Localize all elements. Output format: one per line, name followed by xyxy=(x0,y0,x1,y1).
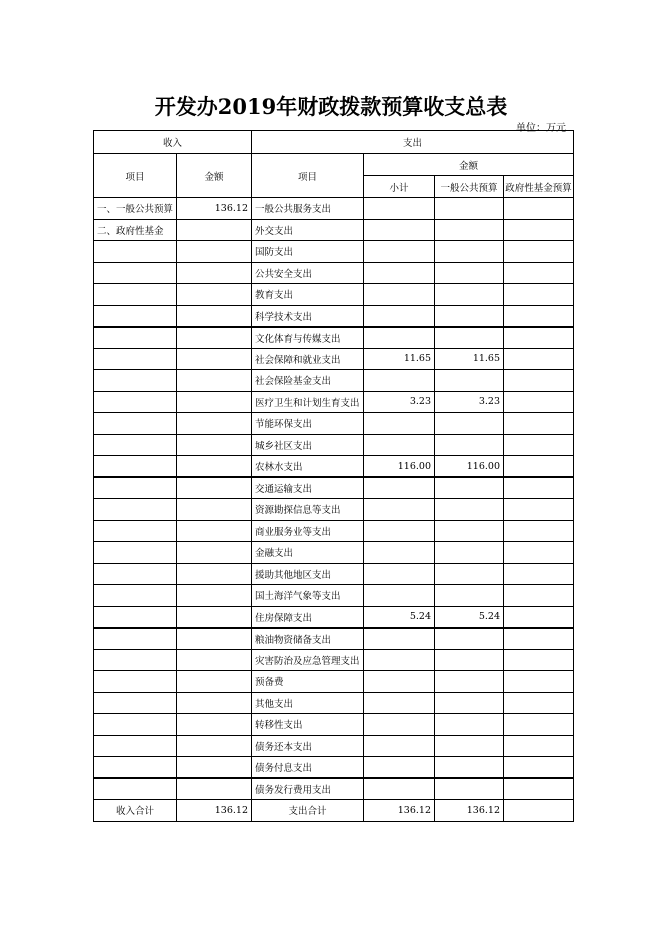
income-amount-cell xyxy=(177,542,252,564)
fund-budget-cell xyxy=(504,778,574,800)
fund-budget-cell xyxy=(504,413,574,435)
fund-budget-cell xyxy=(504,198,574,220)
income-item-cell xyxy=(94,456,177,478)
income-total-label: 收入合计 xyxy=(94,800,177,822)
income-amount-cell xyxy=(177,477,252,499)
income-amount-cell xyxy=(177,262,252,284)
table-row xyxy=(94,262,574,284)
fund-budget-cell xyxy=(504,241,574,263)
general-budget-cell xyxy=(435,477,504,499)
fund-budget-cell xyxy=(504,542,574,564)
expense-total-general: 136.12 xyxy=(435,800,504,822)
expense-item-cell: 科学技术支出 xyxy=(252,305,364,327)
table-row xyxy=(94,714,574,736)
income-item-cell xyxy=(94,563,177,585)
subtotal-cell xyxy=(364,757,435,779)
general-budget-cell: 11.65 xyxy=(435,348,504,370)
page-title: 开发办2019年财政拨款预算收支总表 xyxy=(154,94,508,119)
income-amount-cell xyxy=(177,628,252,650)
income-item-cell xyxy=(94,714,177,736)
income-item-cell xyxy=(94,348,177,370)
header-row-1 xyxy=(94,131,574,154)
table-row xyxy=(94,198,574,220)
income-amount-cell xyxy=(177,241,252,263)
table-row xyxy=(94,305,574,327)
income-item-cell xyxy=(94,305,177,327)
subtotal-cell xyxy=(364,542,435,564)
table-row xyxy=(94,563,574,585)
general-budget-cell: 116.00 xyxy=(435,456,504,478)
table-row xyxy=(94,520,574,542)
subtotal-cell xyxy=(364,327,435,349)
expense-item-cell: 城乡社区支出 xyxy=(252,434,364,456)
income-amount-cell xyxy=(177,649,252,671)
expense-item-cell: 社会保障和就业支出 xyxy=(252,348,364,370)
general-budget-cell xyxy=(435,198,504,220)
income-item-cell xyxy=(94,370,177,392)
expense-item-cell: 商业服务业等支出 xyxy=(252,520,364,542)
expense-item-cell: 公共安全支出 xyxy=(252,262,364,284)
expense-item-cell: 转移性支出 xyxy=(252,714,364,736)
fund-budget-cell xyxy=(504,434,574,456)
fund-budget-cell xyxy=(504,671,574,693)
general-budget-cell: 5.24 xyxy=(435,606,504,628)
subtotal-cell: 5.24 xyxy=(364,606,435,628)
subtotal-cell xyxy=(364,778,435,800)
expense-item-cell: 其他支出 xyxy=(252,692,364,714)
general-budget-cell xyxy=(435,434,504,456)
subtotal-cell xyxy=(364,735,435,757)
table-row xyxy=(94,735,574,757)
fund-budget-cell xyxy=(504,391,574,413)
income-amount-cell xyxy=(177,692,252,714)
expense-item-cell: 住房保障支出 xyxy=(252,606,364,628)
expense-item-cell: 交通运输支出 xyxy=(252,477,364,499)
expense-item-cell: 金融支出 xyxy=(252,542,364,564)
general-budget-cell xyxy=(435,671,504,693)
fund-budget-cell xyxy=(504,757,574,779)
expense-item-cell: 资源勘探信息等支出 xyxy=(252,499,364,521)
expense-total-fund xyxy=(504,800,574,822)
income-amount-cell xyxy=(177,370,252,392)
income-total-amount: 136.12 xyxy=(177,800,252,822)
general-budget-cell xyxy=(435,241,504,263)
table-row xyxy=(94,370,574,392)
table-row xyxy=(94,219,574,241)
general-budget-cell xyxy=(435,305,504,327)
fund-budget-cell xyxy=(504,327,574,349)
table-row xyxy=(94,649,574,671)
income-amount-cell xyxy=(177,219,252,241)
subtotal-cell xyxy=(364,671,435,693)
expense-item-cell: 灾害防治及应急管理支出 xyxy=(252,649,364,671)
expense-total-label: 支出合计 xyxy=(252,800,364,822)
fund-budget-cell xyxy=(504,262,574,284)
table-row xyxy=(94,671,574,693)
income-item-cell xyxy=(94,585,177,607)
general-budget-cell: 3.23 xyxy=(435,391,504,413)
expense-item-cell: 节能环保支出 xyxy=(252,413,364,435)
subtotal-cell xyxy=(364,198,435,220)
income-amount-cell xyxy=(177,348,252,370)
income-amount-cell xyxy=(177,671,252,693)
expense-item-cell: 债务发行费用支出 xyxy=(252,778,364,800)
income-item-cell xyxy=(94,735,177,757)
table-row xyxy=(94,434,574,456)
expense-amount-header: 金额 xyxy=(364,154,574,176)
expense-item-cell: 文化体育与传媒支出 xyxy=(252,327,364,349)
income-item-cell xyxy=(94,241,177,263)
general-budget-cell xyxy=(435,413,504,435)
subtotal-cell: 3.23 xyxy=(364,391,435,413)
income-amount-cell xyxy=(177,284,252,306)
table-row xyxy=(94,628,574,650)
expense-item-cell: 外交支出 xyxy=(252,219,364,241)
table-row xyxy=(94,542,574,564)
table-row xyxy=(94,606,574,628)
expense-item-cell: 医疗卫生和计划生育支出 xyxy=(252,391,364,413)
general-budget-cell xyxy=(435,327,504,349)
expense-item-cell: 粮油物资储备支出 xyxy=(252,628,364,650)
fund-budget-cell xyxy=(504,520,574,542)
income-item-cell xyxy=(94,284,177,306)
subtotal-cell xyxy=(364,262,435,284)
general-budget-cell xyxy=(435,370,504,392)
subtotal-cell xyxy=(364,649,435,671)
unit-label: 单位：万元 xyxy=(516,123,566,134)
fund-budget-header: 政府性基金预算 xyxy=(504,176,574,198)
income-item-cell xyxy=(94,757,177,779)
table-row xyxy=(94,757,574,779)
income-item-cell xyxy=(94,413,177,435)
expense-item-header: 项目 xyxy=(252,154,364,198)
income-item-cell xyxy=(94,499,177,521)
income-amount-header: 金额 xyxy=(177,154,252,198)
general-budget-cell xyxy=(435,284,504,306)
table-row xyxy=(94,413,574,435)
general-budget-cell xyxy=(435,219,504,241)
fund-budget-cell xyxy=(504,456,574,478)
fund-budget-cell xyxy=(504,477,574,499)
income-item-cell xyxy=(94,262,177,284)
general-budget-cell xyxy=(435,692,504,714)
expense-item-cell: 援助其他地区支出 xyxy=(252,563,364,585)
income-item-cell xyxy=(94,628,177,650)
income-amount-cell xyxy=(177,714,252,736)
table-row xyxy=(94,585,574,607)
subtotal-cell xyxy=(364,477,435,499)
general-budget-cell xyxy=(435,714,504,736)
header-row-2 xyxy=(94,154,574,176)
table-row xyxy=(94,477,574,499)
subtotal-cell xyxy=(364,413,435,435)
income-item-cell xyxy=(94,327,177,349)
expense-item-cell: 国防支出 xyxy=(252,241,364,263)
income-amount-cell xyxy=(177,456,252,478)
subtotal-cell xyxy=(364,628,435,650)
income-amount-cell xyxy=(177,434,252,456)
subtotal-cell xyxy=(364,499,435,521)
fund-budget-cell xyxy=(504,284,574,306)
subtotal-cell xyxy=(364,714,435,736)
income-item-cell: 一、一般公共预算 xyxy=(94,198,177,220)
income-amount-cell xyxy=(177,520,252,542)
income-item-cell xyxy=(94,778,177,800)
income-amount-cell xyxy=(177,391,252,413)
fund-budget-cell xyxy=(504,370,574,392)
subtotal-cell xyxy=(364,585,435,607)
subtotal-header: 小计 xyxy=(364,176,435,198)
fund-budget-cell xyxy=(504,649,574,671)
income-item-cell xyxy=(94,671,177,693)
fund-budget-cell xyxy=(504,628,574,650)
income-item-cell xyxy=(94,542,177,564)
subtotal-cell xyxy=(364,692,435,714)
income-header: 收入 xyxy=(94,131,252,154)
expense-item-cell: 一般公共服务支出 xyxy=(252,198,364,220)
fund-budget-cell xyxy=(504,305,574,327)
income-item-cell: 二、政府性基金 xyxy=(94,219,177,241)
income-amount-cell xyxy=(177,585,252,607)
table-row xyxy=(94,456,574,478)
subtotal-cell xyxy=(364,370,435,392)
general-budget-cell xyxy=(435,585,504,607)
expense-item-cell: 债务还本支出 xyxy=(252,735,364,757)
fund-budget-cell xyxy=(504,499,574,521)
expense-item-cell: 教育支出 xyxy=(252,284,364,306)
general-budget-cell xyxy=(435,499,504,521)
fund-budget-cell xyxy=(504,348,574,370)
table-row xyxy=(94,284,574,306)
income-item-cell xyxy=(94,434,177,456)
income-amount-cell xyxy=(177,327,252,349)
fund-budget-cell xyxy=(504,714,574,736)
income-amount-cell xyxy=(177,563,252,585)
income-amount-cell xyxy=(177,499,252,521)
general-budget-cell xyxy=(435,778,504,800)
table-row xyxy=(94,327,574,349)
income-amount-cell xyxy=(177,305,252,327)
fund-budget-cell xyxy=(504,606,574,628)
total-row xyxy=(94,800,574,822)
expense-total-subtotal: 136.12 xyxy=(364,800,435,822)
fund-budget-cell xyxy=(504,219,574,241)
general-budget-cell xyxy=(435,262,504,284)
subtotal-cell xyxy=(364,241,435,263)
income-amount-cell xyxy=(177,778,252,800)
table-row xyxy=(94,692,574,714)
table-row xyxy=(94,499,574,521)
income-item-cell xyxy=(94,520,177,542)
expense-item-cell: 债务付息支出 xyxy=(252,757,364,779)
general-budget-header: 一般公共预算 xyxy=(435,176,504,198)
fund-budget-cell xyxy=(504,692,574,714)
expense-item-cell: 农林水支出 xyxy=(252,456,364,478)
income-amount-cell xyxy=(177,757,252,779)
general-budget-cell xyxy=(435,735,504,757)
subtotal-cell: 116.00 xyxy=(364,456,435,478)
subtotal-cell xyxy=(364,305,435,327)
income-amount-cell xyxy=(177,413,252,435)
fund-budget-cell xyxy=(504,735,574,757)
income-item-cell xyxy=(94,692,177,714)
fund-budget-cell xyxy=(504,563,574,585)
expense-header: 支出 xyxy=(252,131,574,154)
table-row xyxy=(94,778,574,800)
income-amount-cell: 136.12 xyxy=(177,198,252,220)
subtotal-cell xyxy=(364,520,435,542)
general-budget-cell xyxy=(435,628,504,650)
income-item-cell xyxy=(94,606,177,628)
expense-item-cell: 国土海洋气象等支出 xyxy=(252,585,364,607)
subtotal-cell xyxy=(364,219,435,241)
table-row xyxy=(94,391,574,413)
expense-item-cell: 预备费 xyxy=(252,671,364,693)
subtotal-cell xyxy=(364,434,435,456)
general-budget-cell xyxy=(435,520,504,542)
subtotal-cell: 11.65 xyxy=(364,348,435,370)
general-budget-cell xyxy=(435,542,504,564)
general-budget-cell xyxy=(435,563,504,585)
expense-item-cell: 社会保险基金支出 xyxy=(252,370,364,392)
income-item-cell xyxy=(94,391,177,413)
income-amount-cell xyxy=(177,606,252,628)
subtotal-cell xyxy=(364,563,435,585)
table-row xyxy=(94,241,574,263)
budget-table xyxy=(93,130,574,822)
general-budget-cell xyxy=(435,757,504,779)
general-budget-cell xyxy=(435,649,504,671)
subtotal-cell xyxy=(364,284,435,306)
income-item-cell xyxy=(94,477,177,499)
income-amount-cell xyxy=(177,735,252,757)
income-item-header: 项目 xyxy=(94,154,177,198)
income-item-cell xyxy=(94,649,177,671)
fund-budget-cell xyxy=(504,585,574,607)
table-row xyxy=(94,348,574,370)
